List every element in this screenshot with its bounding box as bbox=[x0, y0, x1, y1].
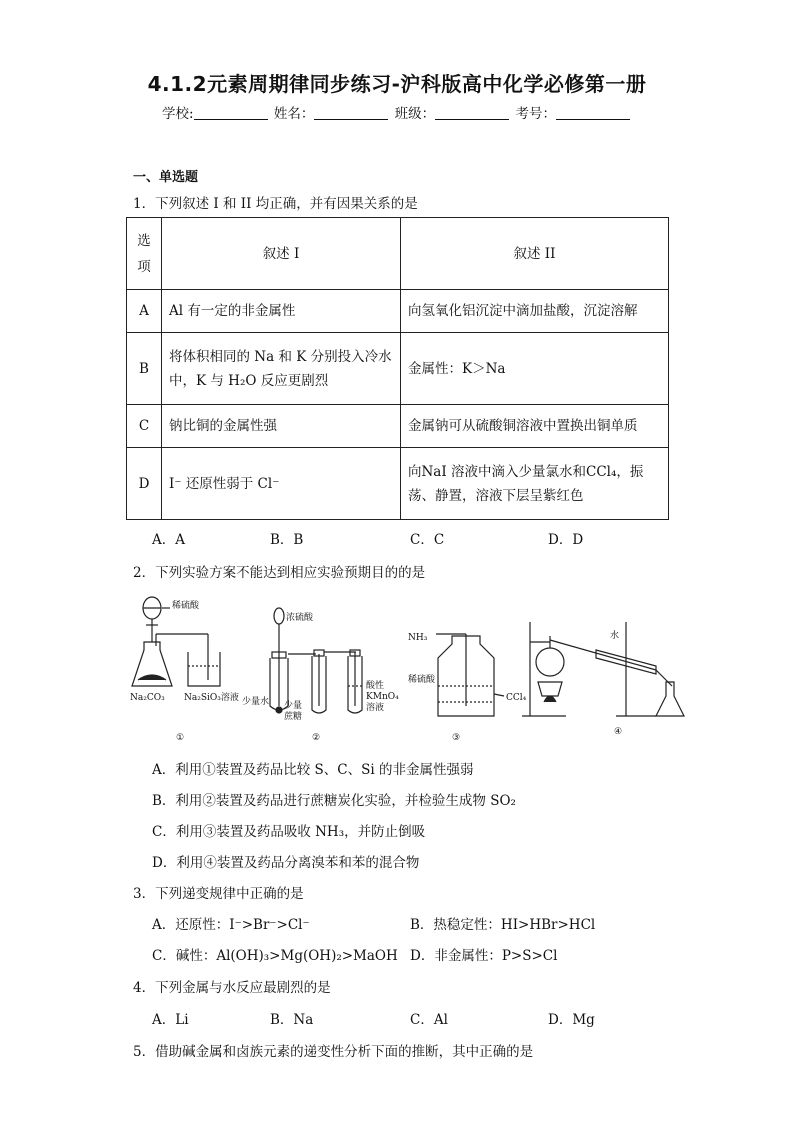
question-1-table bbox=[126, 217, 669, 520]
row-a-statement-1: Al 有一定的非金属性 bbox=[162, 290, 401, 333]
q4-choice-b[interactable]: B．Na bbox=[270, 1012, 314, 1028]
d2-kmno4-label-1: 酸性 bbox=[366, 681, 385, 691]
class-blank[interactable] bbox=[435, 105, 509, 120]
class-label: 班级： bbox=[394, 106, 436, 122]
q4-choice-d[interactable]: D．Mg bbox=[548, 1012, 595, 1028]
q1-choice-b[interactable]: B．B bbox=[270, 532, 304, 548]
q3-choice-c[interactable]: C．碱性：Al(OH)₃>Mg(OH)₂>MaOH bbox=[152, 948, 398, 964]
d3-acid-label: 稀硫酸 bbox=[408, 675, 436, 685]
q4-choice-a[interactable]: A．Li bbox=[152, 1012, 189, 1028]
q4-choice-c[interactable]: C．Al bbox=[410, 1012, 448, 1028]
d1-left-label: Na₂CO₃ bbox=[130, 693, 165, 703]
apparatus-diagram bbox=[126, 586, 696, 746]
d2-number: ② bbox=[312, 733, 321, 743]
apparatus-4 bbox=[522, 622, 684, 716]
d2-sugar-label-2: 蔗糖 bbox=[284, 712, 303, 722]
q2-choice-a[interactable]: A．利用①装置及药品比较 S、C、Si 的非金属性强弱 bbox=[152, 762, 474, 778]
row-d-statement-2: 向NaI 溶液中滴入少量氯水和CCl₄，振荡、静置，溶液下层呈紫红色 bbox=[401, 448, 669, 520]
row-c-option: C bbox=[127, 405, 162, 448]
apparatus-3 bbox=[436, 634, 504, 716]
row-d-statement-1: I⁻ 还原性弱于 Cl⁻ bbox=[162, 448, 401, 520]
exam-no-label: 考号： bbox=[515, 106, 556, 122]
d4-water-label: 水 bbox=[610, 631, 620, 641]
question-5-stem: 5．借助碱金属和卤族元素的递变性分析下面的推断，其中正确的是 bbox=[133, 1044, 534, 1060]
row-b-option: B bbox=[127, 333, 162, 405]
d4-number: ④ bbox=[614, 727, 623, 737]
row-c-statement-2: 金属钠可从硫酸铜溶液中置换出铜单质 bbox=[401, 405, 669, 448]
row-a-statement-2: 向氢氧化铝沉淀中滴加盐酸，沉淀溶解 bbox=[401, 290, 669, 333]
student-info bbox=[0, 102, 794, 122]
q2-choice-b[interactable]: B．利用②装置及药品进行蔗糖炭化实验，并检验生成物 SO₂ bbox=[152, 793, 516, 809]
apparatus-2 bbox=[270, 608, 362, 713]
question-3-stem: 3．下列递变规律中正确的是 bbox=[133, 886, 304, 902]
question-1-stem: 1．下列叙述 I 和 II 均正确，并有因果关系的是 bbox=[133, 196, 418, 212]
q1-choice-d[interactable]: D．D bbox=[548, 532, 584, 548]
school-label: 学校: bbox=[162, 106, 194, 122]
question-4-stem: 4．下列金属与水反应最剧烈的是 bbox=[133, 980, 331, 996]
q1-choice-a[interactable]: A．A bbox=[152, 532, 185, 548]
d2-water-label: 少量水 bbox=[242, 697, 270, 707]
d1-right-label: Na₂SiO₃溶液 bbox=[184, 693, 239, 703]
row-c-statement-1: 钠比铜的金属性强 bbox=[162, 405, 401, 448]
name-label: 姓名： bbox=[273, 106, 315, 122]
q2-choice-c[interactable]: C．利用③装置及药品吸收 NH₃，并防止倒吸 bbox=[152, 824, 426, 840]
d2-acid-label: 浓硫酸 bbox=[286, 613, 314, 623]
school-blank[interactable] bbox=[194, 105, 268, 120]
section-heading: 一、单选题 bbox=[133, 170, 199, 185]
row-b-statement-1: 将体积相同的 Na 和 K 分别投入冷水中，K 与 H₂O 反应更剧烈 bbox=[162, 333, 401, 405]
row-b-statement-2: 金属性：K＞Na bbox=[401, 333, 669, 405]
d2-sugar-label-1: 少量 bbox=[284, 701, 303, 711]
d2-kmno4-label-3: 溶液 bbox=[366, 703, 385, 713]
d3-ccl4-label: CCl₄ bbox=[506, 693, 527, 703]
q3-choice-b[interactable]: B．热稳定性：HI>HBr>HCl bbox=[410, 917, 596, 933]
q3-choice-d[interactable]: D．非金属性：P>S>Cl bbox=[410, 948, 558, 964]
header-option: 选项 bbox=[127, 218, 162, 290]
q3-choice-a[interactable]: A．还原性：I⁻>Br⁻>Cl⁻ bbox=[152, 917, 310, 933]
header-statement-2: 叙述 II bbox=[401, 218, 669, 290]
row-a-option: A bbox=[127, 290, 162, 333]
header-statement-1: 叙述 I bbox=[162, 218, 401, 290]
question-2-stem: 2．下列实验方案不能达到相应实验预期目的的是 bbox=[133, 565, 426, 581]
exam-no-blank[interactable] bbox=[556, 105, 630, 120]
q2-choice-d[interactable]: D．利用④装置及药品分离溴苯和苯的混合物 bbox=[152, 855, 420, 871]
d1-acid-label: 稀硫酸 bbox=[172, 601, 200, 611]
name-blank[interactable] bbox=[314, 105, 388, 120]
row-d-option: D bbox=[127, 448, 162, 520]
d3-number: ③ bbox=[452, 733, 461, 743]
d1-number: ① bbox=[176, 733, 185, 743]
q1-choice-c[interactable]: C．C bbox=[410, 532, 445, 548]
page-title: 4.1.2元素周期律同步练习-沪科版高中化学必修第一册 bbox=[147, 72, 647, 96]
d2-kmno4-label-2: KMnO₄ bbox=[366, 692, 399, 702]
d3-nh3-label: NH₃ bbox=[408, 633, 428, 643]
